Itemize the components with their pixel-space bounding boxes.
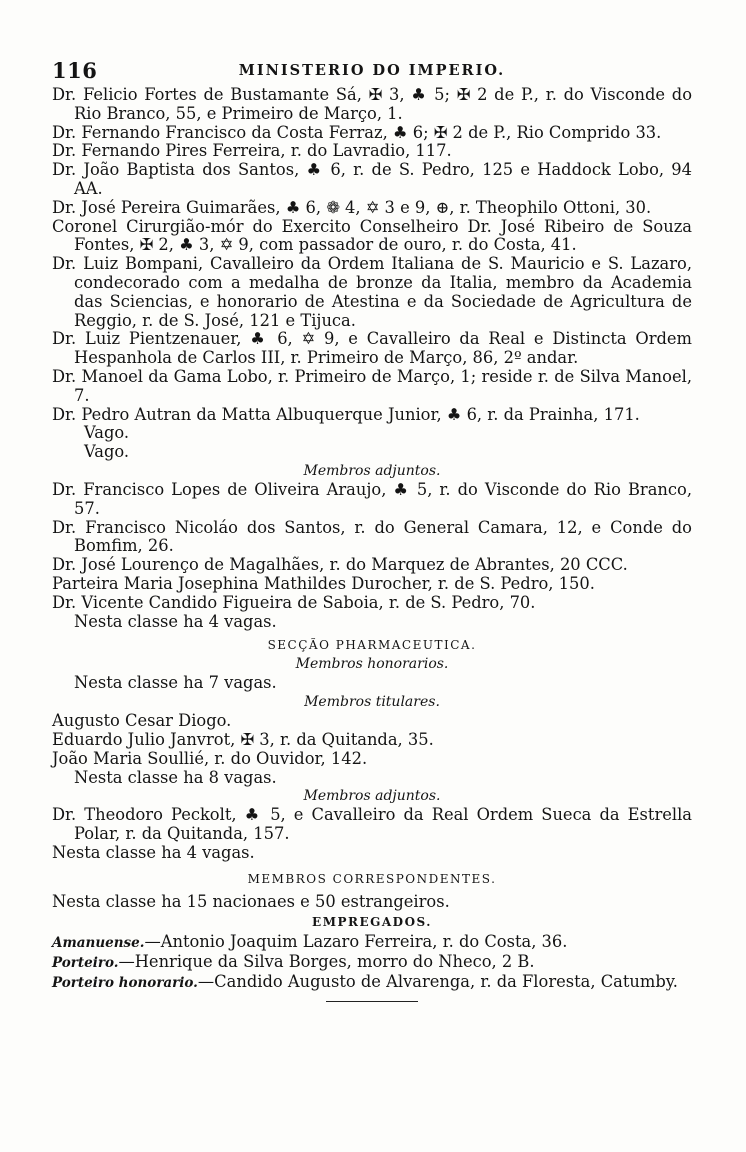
member-entry: Coronel Cirurgião-mór do Exercito Conselheiro Dr. José Ribeiro de Souza Fontes, ✠ 2, ♣ 3, ✡ 9, com passador de ouro, r. do Costa, 41. [52,216,692,255]
staff-text: —Candido Augusto de Alvarenga, r. da Floresta, Catumby. [197,972,678,992]
member-entry: Parteira Maria Josephina Mathildes Durocher, r. de S. Pedro, 150. [52,573,595,593]
staff-text: —Henrique da Silva Borges, morro do Nheco, 2 B. [118,952,535,972]
member-entry: Dr. Luiz Bompani, Cavalleiro da Ordem Italiana de S. Mauricio e S. Lazaro, condecorado com a medalha de bronze da Italia, membro da Academia das Sciencias, e honorario de Atestina e da Sociedade de Agricultura de Reggio, r. de S. José, 121 e Tijuca. [52,254,692,330]
member-entry: Dr. João Baptista dos Santos, ♣ 6, r. de S. Pedro, 125 e Haddock Lobo, 94 AA. [52,160,692,198]
closing-rule [326,1001,418,1002]
member-entry: Dr. Theodoro Peckolt, ♣ 5, e Cavalleiro da Real Ordem Sueca da Estrella Polar, r. da Quitanda, 157. [52,805,692,844]
member-entry: Dr. Francisco Nicoláo dos Santos, r. do General Camara, 12, e Conde do Bomfim, 26. [52,517,692,556]
member-entry: Eduardo Julio Janvrot, ✠ 3, r. da Quitanda, 35. [52,729,434,749]
section-subheading: Membros adjuntos. [303,462,441,479]
vacancy-note: Nesta classe ha 8 vagas. [74,767,277,787]
member-entry: Dr. Francisco Lopes de Oliveira Araujo, ♣ 5, r. do Visconde do Rio Branco, 57. [52,479,692,518]
member-entry: Dr. Manoel da Gama Lobo, r. Primeiro de Março, 1; reside r. de Silva Manoel, 7. [52,366,692,405]
vacancy-note: Nesta classe ha 4 vagas. [52,842,255,862]
member-entry: Dr. Fernando Pires Ferreira, r. do Lavradio, 117. [52,141,452,161]
vacancy-note: Nesta classe ha 15 nacionaes e 50 estrangeiros. [52,891,450,911]
member-entry: Dr. José Pereira Guimarães, ♣ 6, ❁ 4, ✡ 3 e 9, ⊕, r. Theophilo Ottoni, 30. [52,197,652,217]
staff-role: Porteiro honorario. [52,975,198,992]
staff-text: —Antonio Joaquim Lazaro Ferreira, r. do Costa, 36. [144,932,568,952]
section-subheading: Membros titulares. [304,694,440,711]
section-heading: MEMBROS CORRESPONDENTES. [247,871,497,886]
section-heading: EMPREGADOS. [312,915,432,930]
member-entry: Augusto Cesar Diogo. [52,711,232,731]
page-body [52,86,692,1002]
vacancy: Vago. [84,442,130,462]
member-entry: Dr. Felicio Fortes de Bustamante Sá, ✠ 3, ♣ 5; ✠ 2 de P., r. do Visconde do Rio Branco, 55, e Primeiro de Março, 1. [52,85,692,123]
vacancy-note: Nesta classe ha 7 vagas. [74,673,277,693]
vacancy: Vago. [84,423,130,443]
section-heading: SECÇÃO PHARMACEUTICA. [267,638,477,653]
page-number: 116 [52,58,98,83]
member-entry: João Maria Soullié, r. do Ouvidor, 142. [52,748,368,768]
section-subheading: Membros honorarios. [295,656,449,673]
running-title: MINISTERIO DO IMPERIO. [238,62,506,79]
staff-role: Porteiro. [52,955,119,972]
vacancy-note: Nesta classe ha 4 vagas. [74,611,277,631]
page-header [52,58,692,84]
member-entry: Dr. Fernando Francisco da Costa Ferraz, ♣ 6; ✠ 2 de P., Rio Comprido 33. [52,122,662,142]
staff-entry [52,953,692,973]
staff-role: Amanuense. [52,935,145,952]
member-entry: Dr. Luiz Pientzenauer, ♣ 6, ✡ 9, e Cavalleiro da Real e Distincta Ordem Hespanhola de Carlos III, r. Primeiro de Março, 86, 2º andar. [52,329,692,368]
member-entry: Dr. Pedro Autran da Matta Albuquerque Junior, ♣ 6, r. da Prainha, 171. [52,404,640,424]
section-subheading: Membros adjuntos. [303,788,441,805]
staff-entry [52,933,692,953]
member-entry: Dr. Vicente Candido Figueira de Saboia, r. de S. Pedro, 70. [52,592,536,612]
staff-entry [52,973,692,993]
member-entry: Dr. José Lourenço de Magalhães, r. do Marquez de Abrantes, 20 CCC. [52,555,628,575]
